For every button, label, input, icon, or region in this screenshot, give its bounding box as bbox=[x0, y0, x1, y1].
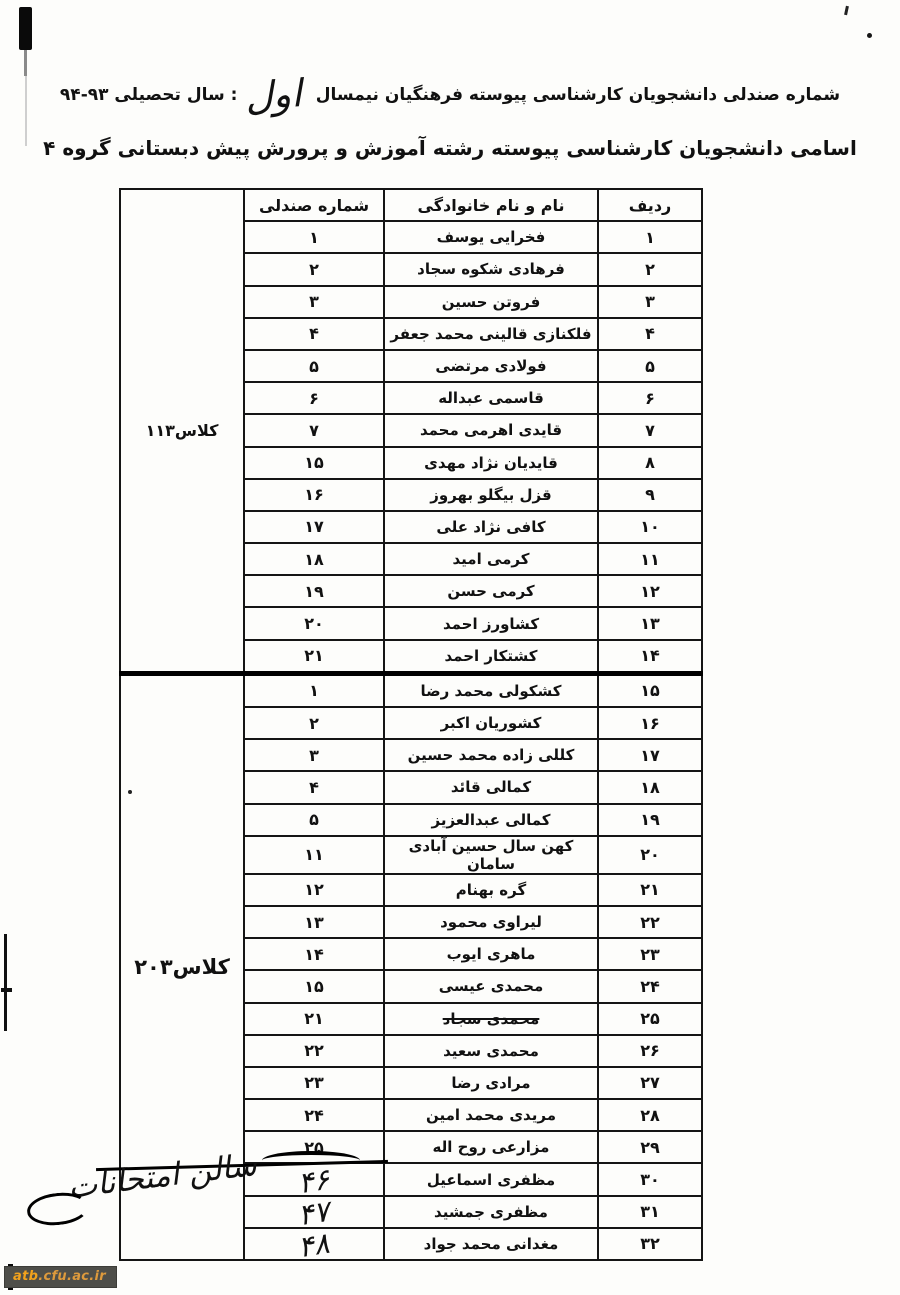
student-name: کهن سال حسین آبادی سامان bbox=[408, 836, 574, 873]
student-name: محمدی سجاد bbox=[442, 1009, 540, 1028]
table-header-row bbox=[120, 189, 702, 221]
cell-student-name bbox=[384, 607, 598, 639]
seat-number: ۱۶ bbox=[304, 485, 324, 505]
seat-number: ۱۱ bbox=[304, 845, 324, 865]
cell-student-name bbox=[384, 836, 598, 874]
cell-row-number: ۱۵ bbox=[598, 673, 702, 707]
cell-student-name bbox=[384, 543, 598, 575]
cell-seat-number bbox=[244, 1067, 384, 1099]
watermark-prefix: atb bbox=[13, 1269, 39, 1284]
cell-row-number: ۳۰ bbox=[598, 1163, 702, 1195]
cell-row-number: ۲۳ bbox=[598, 938, 702, 970]
seat-number: ۲۴ bbox=[304, 1105, 324, 1125]
student-name: مظفری جمشید bbox=[434, 1202, 548, 1221]
student-name: کشتکار احمد bbox=[444, 646, 538, 665]
cell-student-name bbox=[384, 350, 598, 382]
cell-student-name bbox=[384, 739, 598, 771]
student-name: کشکولی محمد رضا bbox=[420, 681, 562, 700]
cell-student-name bbox=[384, 382, 598, 414]
seat-number: ۱ bbox=[309, 681, 319, 701]
cell-student-name bbox=[384, 253, 598, 285]
cell-seat-number bbox=[244, 707, 384, 739]
student-name: گره بهنام bbox=[455, 880, 527, 899]
student-name: کمالی عبدالعزیز bbox=[431, 810, 551, 829]
cell-seat-number bbox=[244, 511, 384, 543]
cell-seat-number bbox=[244, 382, 384, 414]
student-name: ماهری ایوب bbox=[446, 945, 536, 964]
cell-row-number: ۱۷ bbox=[598, 739, 702, 771]
seat-number: ۵ bbox=[309, 356, 319, 376]
cell-row-number: ۲۹ bbox=[598, 1131, 702, 1163]
cell-row-number: ۲۴ bbox=[598, 970, 702, 1002]
cell-student-name bbox=[384, 804, 598, 836]
cell-seat-number bbox=[244, 350, 384, 382]
cell-row-number: ۲۸ bbox=[598, 1099, 702, 1131]
cell-student-name bbox=[384, 1228, 598, 1260]
cell-student-name bbox=[384, 707, 598, 739]
column-header-row-number: ردیف bbox=[598, 189, 702, 221]
cell-student-name bbox=[384, 1003, 598, 1035]
student-name: فخرایی یوسف bbox=[436, 228, 546, 247]
cell-row-number: ۷ bbox=[598, 414, 702, 446]
seat-number: ۷ bbox=[309, 420, 319, 440]
student-name: کللی زاده محمد حسین bbox=[407, 746, 575, 765]
cell-row-number: ۲۷ bbox=[598, 1067, 702, 1099]
cell-row-number: ۱۹ bbox=[598, 804, 702, 836]
cell-seat-number bbox=[244, 1193, 384, 1233]
seat-number: ۱۴ bbox=[304, 944, 324, 964]
cell-student-name bbox=[384, 414, 598, 446]
cell-seat-number bbox=[244, 673, 384, 707]
cell-seat-number bbox=[244, 607, 384, 639]
cell-student-name bbox=[384, 1131, 598, 1163]
seat-number: ۶ bbox=[309, 388, 319, 408]
table-row bbox=[120, 673, 702, 707]
cell-seat-number bbox=[244, 771, 384, 803]
column-header-seat-number: شماره صندلی bbox=[244, 189, 384, 221]
cell-student-name bbox=[384, 906, 598, 938]
seat-number: ۲۲ bbox=[304, 1041, 324, 1061]
cell-seat-number bbox=[244, 874, 384, 906]
scan-artifact-line bbox=[4, 934, 7, 1031]
cell-student-name bbox=[384, 221, 598, 253]
scan-artifact-tick bbox=[1, 988, 12, 992]
cell-student-name bbox=[384, 874, 598, 906]
student-name: قاسمی عبداله bbox=[438, 389, 544, 408]
student-name: مغدانی محمد جواد bbox=[423, 1234, 559, 1253]
cell-row-number: ۴ bbox=[598, 318, 702, 350]
cell-seat-number bbox=[244, 938, 384, 970]
handwritten-hall-note: سالن امتحانات bbox=[66, 1146, 259, 1206]
cell-row-number: ۲ bbox=[598, 253, 702, 285]
cell-student-name bbox=[384, 640, 598, 674]
cell-row-number: ۳۲ bbox=[598, 1228, 702, 1260]
student-name: کرمی امید bbox=[452, 550, 530, 569]
cell-seat-number bbox=[244, 479, 384, 511]
cell-student-name bbox=[384, 511, 598, 543]
seat-number: ۴ bbox=[309, 324, 319, 344]
student-name: مرادی رضا bbox=[451, 1073, 531, 1092]
seat-number: ۱۸ bbox=[304, 549, 324, 569]
seat-number: ۱۷ bbox=[304, 517, 324, 537]
cell-row-number: ۱ bbox=[598, 221, 702, 253]
seat-number: ۲۵ bbox=[304, 1137, 324, 1157]
cell-student-name bbox=[384, 447, 598, 479]
cell-seat-number bbox=[244, 906, 384, 938]
cell-row-number: ۸ bbox=[598, 447, 702, 479]
cell-row-number: ۳ bbox=[598, 286, 702, 318]
seat-number: ۱۵ bbox=[304, 976, 324, 996]
handwritten-seat-number: ۴۷ bbox=[295, 1193, 333, 1233]
cell-row-number: ۱۸ bbox=[598, 771, 702, 803]
cell-seat-number bbox=[244, 575, 384, 607]
cell-seat-number bbox=[244, 1099, 384, 1131]
student-name: کشوریان اکبر bbox=[440, 714, 542, 733]
seat-number: ۲ bbox=[309, 713, 319, 733]
seat-number: ۱۳ bbox=[304, 912, 324, 932]
cell-student-name bbox=[384, 479, 598, 511]
cell-seat-number bbox=[244, 1003, 384, 1035]
cell-student-name bbox=[384, 1035, 598, 1067]
scan-artifact-tick bbox=[844, 6, 849, 15]
cell-seat-number bbox=[244, 318, 384, 350]
class-label: کلاس۱۱۳ bbox=[120, 189, 244, 673]
student-name: کمالی قائد bbox=[450, 778, 532, 797]
handwritten-stroke bbox=[25, 1190, 90, 1228]
student-table-container bbox=[119, 188, 703, 1265]
cell-row-number: ۶ bbox=[598, 382, 702, 414]
cell-row-number: ۲۵ bbox=[598, 1003, 702, 1035]
student-name: قایدیان نژاد مهدی bbox=[424, 453, 558, 472]
cell-student-name bbox=[384, 1067, 598, 1099]
cell-student-name bbox=[384, 1196, 598, 1228]
cell-student-name bbox=[384, 673, 598, 707]
student-name: فولادی مرتضی bbox=[435, 357, 547, 376]
scan-artifact-bar bbox=[19, 7, 32, 50]
cell-row-number: ۳۱ bbox=[598, 1196, 702, 1228]
handwritten-term-aval: اول bbox=[243, 71, 304, 119]
student-name: لیراوی محمود bbox=[440, 913, 542, 932]
scan-artifact-bar bbox=[24, 50, 27, 76]
seat-number: ۲ bbox=[309, 259, 319, 279]
seat-number: ۱۵ bbox=[304, 453, 324, 473]
cell-row-number: ۵ bbox=[598, 350, 702, 382]
cell-student-name bbox=[384, 938, 598, 970]
cell-seat-number bbox=[244, 1035, 384, 1067]
cell-seat-number bbox=[244, 836, 384, 874]
student-name: مزارعی روح اله bbox=[432, 1138, 550, 1157]
student-name: کرمی حسن bbox=[447, 582, 535, 601]
cell-row-number: ۱۶ bbox=[598, 707, 702, 739]
cell-seat-number bbox=[244, 414, 384, 446]
student-table bbox=[119, 188, 703, 1265]
cell-row-number: ۱۰ bbox=[598, 511, 702, 543]
seat-number: ۲۱ bbox=[304, 646, 324, 666]
cell-row-number: ۹ bbox=[598, 479, 702, 511]
header-text-right: شماره صندلی دانشجویان کارشناسی پیوسته فرهنگیان نیمسال bbox=[315, 85, 841, 105]
cell-row-number: ۲۲ bbox=[598, 906, 702, 938]
cell-seat-number bbox=[244, 221, 384, 253]
cell-row-number: ۱۳ bbox=[598, 607, 702, 639]
cell-row-number: ۱۱ bbox=[598, 543, 702, 575]
seat-number: ۲۰ bbox=[304, 614, 324, 634]
cell-row-number: ۱۲ bbox=[598, 575, 702, 607]
cell-student-name bbox=[384, 286, 598, 318]
seat-number: ۴ bbox=[309, 777, 319, 797]
cell-seat-number bbox=[244, 286, 384, 318]
cell-student-name bbox=[384, 771, 598, 803]
handwritten-stroke bbox=[262, 1151, 360, 1170]
seat-number: ۱۹ bbox=[304, 581, 324, 601]
cell-row-number: ۲۰ bbox=[598, 836, 702, 874]
cell-student-name bbox=[384, 318, 598, 350]
cell-row-number: ۲۶ bbox=[598, 1035, 702, 1067]
student-name: کافی نژاد علی bbox=[436, 517, 546, 536]
cell-seat-number bbox=[244, 447, 384, 479]
student-name: فلکنازی قالینی محمد جعفر bbox=[390, 324, 592, 343]
handwritten-seat-number: ۴۸ bbox=[295, 1226, 333, 1265]
seat-number: ۳ bbox=[309, 292, 319, 312]
cell-seat-number bbox=[244, 640, 384, 674]
student-name: فرهادی شکوه سجاد bbox=[417, 260, 565, 279]
page-title: اسامی دانشجویان کارشناسی پیوسته رشته آموزش و پرورش پیش دبستانی گروه ۴ bbox=[43, 136, 857, 160]
cell-row-number: ۱۴ bbox=[598, 640, 702, 674]
student-name: مریدی محمد امین bbox=[426, 1106, 556, 1125]
cell-seat-number bbox=[244, 1226, 384, 1265]
student-name: محمدی عیسی bbox=[438, 977, 544, 996]
watermark-suffix: .cfu.ac.ir bbox=[38, 1269, 106, 1284]
student-name: فروتن حسین bbox=[441, 292, 541, 311]
cell-seat-number bbox=[244, 970, 384, 1002]
student-name: مظفری اسماعیل bbox=[426, 1170, 556, 1189]
cell-seat-number bbox=[244, 253, 384, 285]
student-name: کشاورز احمد bbox=[442, 614, 540, 633]
student-name: محمدی سعید bbox=[443, 1041, 539, 1060]
cell-seat-number bbox=[244, 739, 384, 771]
document-header-line bbox=[0, 71, 900, 119]
cell-seat-number bbox=[244, 804, 384, 836]
cell-student-name bbox=[384, 970, 598, 1002]
cell-row-number: ۲۱ bbox=[598, 874, 702, 906]
student-name: قایدی اهرمی محمد bbox=[419, 421, 563, 440]
site-watermark bbox=[4, 1266, 117, 1288]
seat-number: ۵ bbox=[309, 810, 319, 830]
cell-student-name bbox=[384, 1099, 598, 1131]
seat-number: ۳ bbox=[309, 745, 319, 765]
class-label: کلاس۲۰۳ bbox=[120, 673, 244, 1260]
header-text-left: : سال تحصیلی ۹۳-۹۴ bbox=[59, 85, 238, 105]
seat-number: ۲۱ bbox=[304, 1009, 324, 1029]
seat-number: ۱۲ bbox=[304, 880, 324, 900]
cell-student-name bbox=[384, 575, 598, 607]
column-header-name: نام و نام خانوادگی bbox=[384, 189, 598, 221]
cell-student-name bbox=[384, 1163, 598, 1195]
scan-artifact-dot bbox=[867, 33, 872, 38]
handwritten-seat-number: ۴۶ bbox=[295, 1161, 333, 1201]
seat-number: ۱ bbox=[309, 227, 319, 247]
cell-seat-number bbox=[244, 543, 384, 575]
seat-number: ۲۳ bbox=[304, 1073, 324, 1093]
student-name: قزل بیگلو بهروز bbox=[430, 485, 552, 504]
